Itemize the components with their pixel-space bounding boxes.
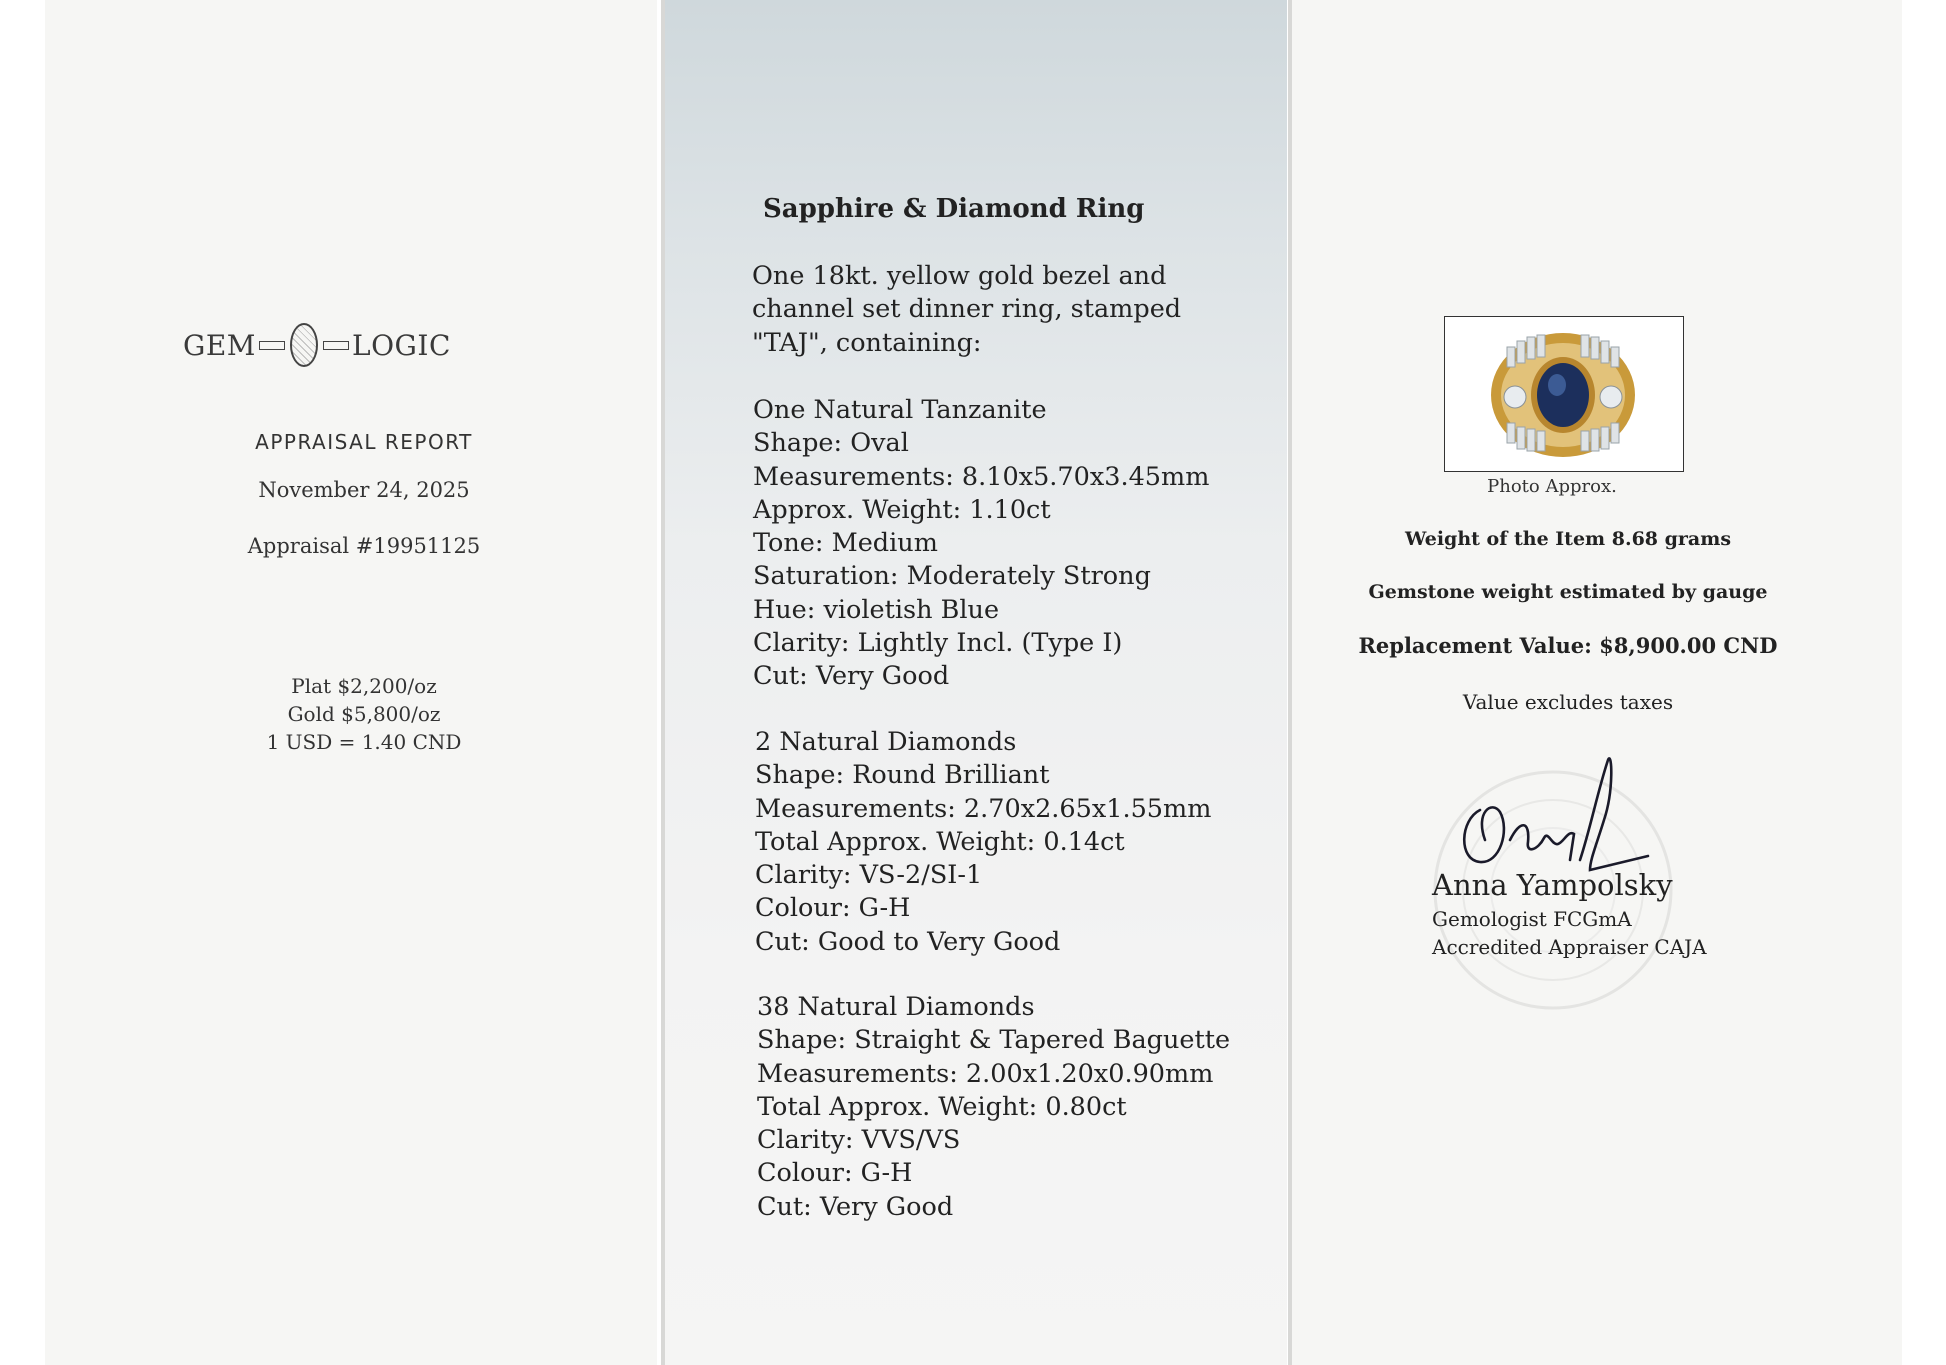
description-line: One 18kt. yellow gold bezel and: [752, 261, 1167, 291]
detail-line: Total Approx. Weight: 0.80ct: [757, 1091, 1127, 1122]
detail-line: One Natural Tanzanite: [753, 395, 1047, 425]
logo-bar: [323, 341, 349, 350]
appraiser-titles: [1432, 905, 1707, 961]
gold-price: Gold $5,800/oz: [287, 702, 441, 726]
detail-line: Measurements: 2.70x2.65x1.55mm: [755, 793, 1212, 824]
right-panel: [1292, 0, 1902, 1365]
detail-line: Shape: Straight & Tapered Baguette: [757, 1025, 1231, 1056]
metal-prices: [180, 672, 548, 756]
taxes-note: Value excludes taxes: [1462, 690, 1674, 714]
report-date: November 24, 2025: [258, 478, 470, 502]
diamond-icon: [290, 323, 318, 367]
description-line: channel set dinner ring, stamped: [752, 294, 1182, 325]
appraiser-title: Accredited Appraiser CAJA: [1432, 935, 1707, 959]
ring-icon: [1445, 317, 1682, 470]
detail-line: 38 Natural Diamonds: [757, 992, 1035, 1022]
detail-line: Cut: Very Good: [753, 661, 950, 692]
photo-caption: Photo Approx.: [1487, 476, 1617, 497]
fold-line: [661, 0, 665, 1365]
logo-bar: [259, 341, 285, 350]
detail-line: Shape: Oval: [753, 428, 909, 459]
gauge-note: Gemstone weight estimated by gauge: [1368, 581, 1768, 603]
detail-line: Cut: Good to Very Good: [755, 926, 1061, 957]
detail-line: Measurements: 8.10x5.70x3.45mm: [753, 461, 1210, 492]
detail-line: Total Approx. Weight: 0.14ct: [755, 826, 1125, 857]
detail-line: Clarity: VVS/VS: [757, 1125, 961, 1156]
item-title: Sapphire & Diamond Ring: [763, 194, 1145, 224]
detail-line: Tone: Medium: [753, 528, 938, 559]
gem-logic-logo: [183, 322, 503, 368]
detail-line: Saturation: Moderately Strong: [753, 561, 1151, 592]
logo-right-word: LOGIC: [351, 328, 451, 362]
detail-line: Shape: Round Brilliant: [755, 760, 1050, 791]
ring-photo: [1444, 316, 1684, 472]
detail-line: Clarity: VS-2/SI-1: [755, 860, 983, 891]
replacement-value: Replacement Value: $8,900.00 CND: [1358, 633, 1778, 658]
fold-line: [1288, 0, 1292, 1365]
detail-line: Colour: G-H: [755, 893, 911, 924]
logo-left-word: GEM: [183, 328, 256, 362]
platinum-price: Plat $2,200/oz: [291, 674, 437, 698]
appraiser-name: Anna Yampolsky: [1432, 868, 1673, 902]
description-line: "TAJ", containing:: [752, 327, 982, 358]
exchange-rate: 1 USD = 1.40 CND: [266, 730, 462, 754]
detail-line: Clarity: Lightly Incl. (Type I): [753, 628, 1123, 659]
detail-line: Approx. Weight: 1.10ct: [753, 494, 1051, 525]
detail-line: Hue: violetish Blue: [753, 594, 1000, 625]
item-weight: Weight of the Item 8.68 grams: [1404, 528, 1732, 550]
detail-line: Measurements: 2.00x1.20x0.90mm: [757, 1058, 1214, 1089]
tanzanite-details: [753, 394, 1209, 694]
report-label: APPRAISAL REPORT: [255, 430, 473, 454]
round-diamonds-details: [755, 726, 1211, 959]
baguette-diamonds-details: [757, 991, 1230, 1224]
appraisal-number: Appraisal #19951125: [247, 534, 481, 558]
detail-line: Cut: Very Good: [757, 1191, 954, 1222]
detail-line: 2 Natural Diamonds: [755, 727, 1017, 757]
item-description: [752, 260, 1181, 360]
detail-line: Colour: G-H: [757, 1158, 913, 1189]
appraiser-title: Gemologist FCGmA: [1432, 907, 1632, 931]
